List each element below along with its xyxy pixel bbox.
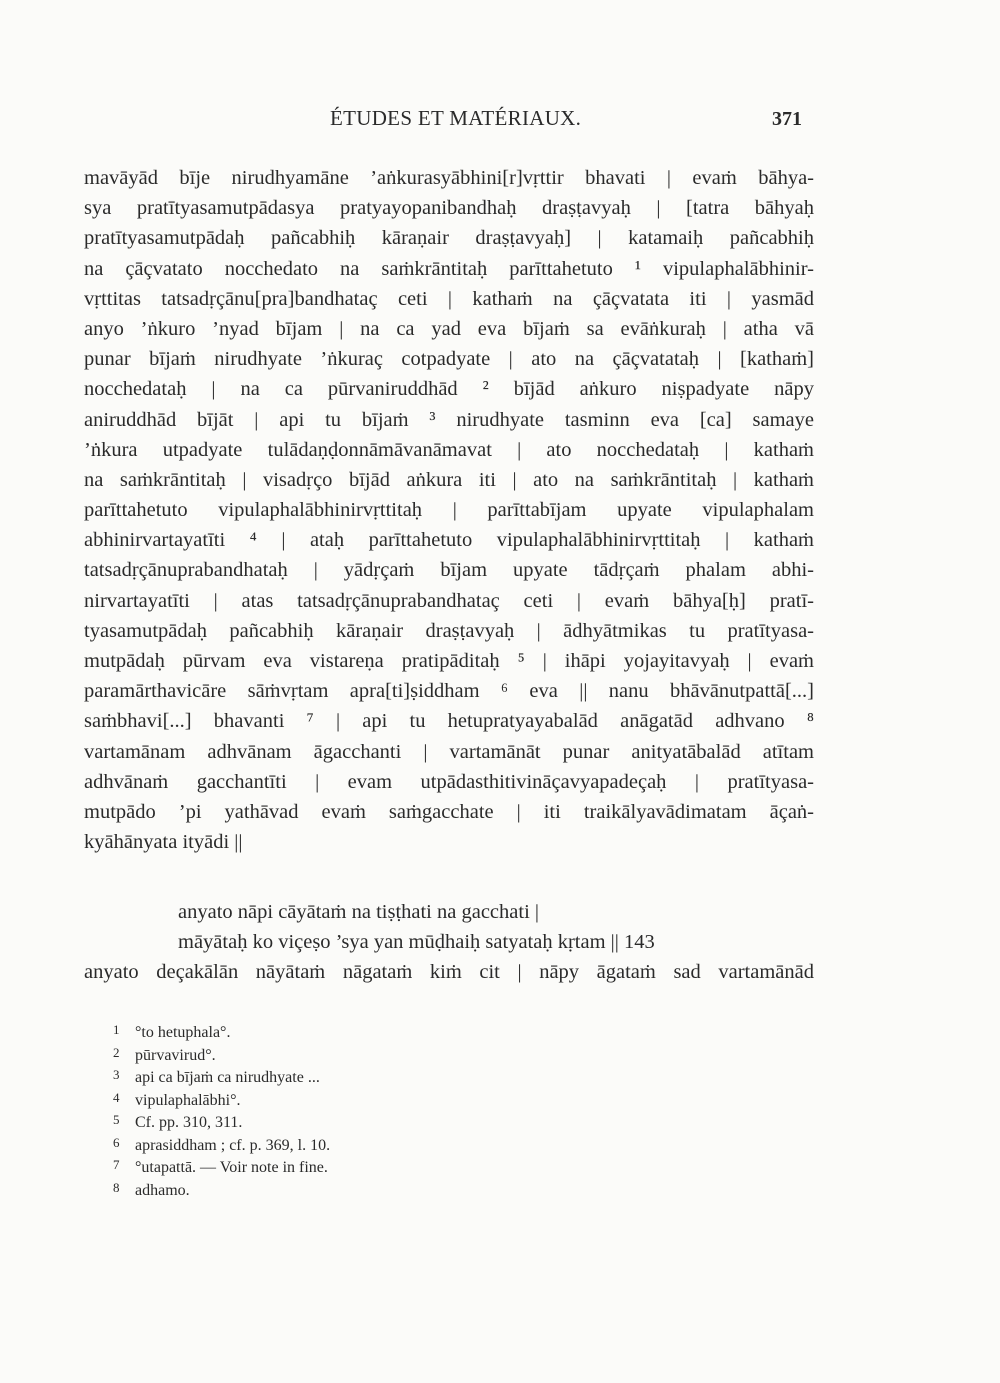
footnote <box>113 1064 513 1087</box>
text-line: nocchedataḥ | na ca pūrvaniruddhād ² bījād aṅkuro niṣpadyate nāpy <box>84 378 814 401</box>
text-line: sya pratītyasamutpādasya pratyayopanibandhaḥ draṣṭavyaḥ | [tatra bāhyaḥ <box>84 197 814 220</box>
footnote <box>113 1109 513 1132</box>
text-line: na saṁkrāntitaḥ | visadṛço bījād aṅkura iti | ato na saṁkrāntitaḥ | kathaṁ <box>84 468 814 491</box>
text-line: anyo ’ṅkuro ’nyad bījam | na ca yad eva bījaṁ sa evāṅkuraḥ | atha vā <box>84 317 814 340</box>
verse-line: anyato nāpi cāyātaṁ na tiṣṭhati na gacchati | <box>178 901 539 923</box>
footnote-text: Cf. pp. 310, 311. <box>135 1114 243 1131</box>
footnotes <box>113 1019 513 1199</box>
footnote-text: aprasiddham ; cf. p. 369, l. 10. <box>135 1136 331 1154</box>
footnote <box>113 1177 513 1200</box>
footnote-text: adhamo. <box>135 1181 190 1199</box>
footnote-number: 2 <box>113 1044 120 1060</box>
text-line: punar bījaṁ nirudhyate ’ṅkuraç cotpadyate | ato na çāçvatataḥ | [kathaṁ] <box>84 348 814 371</box>
body-text <box>84 163 814 857</box>
text-line: na çāçvatato nocchedato na saṁkrāntitaḥ parīttahetuto ¹ vipulaphalābhinir- <box>84 257 814 280</box>
text-line: mutpādaḥ pūrvam eva vistareṇa pratipāditaḥ ⁵ | ihāpi yojayitavyaḥ | evaṁ <box>84 650 814 672</box>
text-line: ’ṅkura utpadyate tulādaṇḍonnāmāvanāmavat | ato nocchedataḥ | kathaṁ <box>84 438 814 461</box>
page-number: 371 <box>772 108 802 130</box>
text-line: nirvartayatīti | atas tatsadṛçānuprabandhataç ceti | evaṁ bāhya[ḥ] pratī- <box>84 589 814 612</box>
verse-block <box>84 897 814 988</box>
running-title: ÉTUDES ET MATÉRIAUX. <box>330 106 582 130</box>
footnote <box>113 1154 513 1177</box>
footnote-text: vipulaphalābhi°. <box>135 1091 241 1109</box>
footnote-number: 7 <box>113 1157 120 1172</box>
footnote-text: °utapattā. — Voir note in fine. <box>135 1159 328 1176</box>
text-line: paramārthavicāre sāṁvṛtam apra[ti]ṣiddham ⁶ eva || nanu bhāvānutpattā[...] <box>84 680 814 703</box>
footnote-number: 6 <box>113 1134 120 1150</box>
text-line: kyāhānyata ityādi || <box>84 831 243 854</box>
text-line: tatsadṛçānuprabandhataḥ | yādṛçaṁ bījam upyate tādṛçaṁ phalam abhi- <box>84 559 814 582</box>
text-line: saṁbhavi[...] bhavanti ⁷ | api tu hetupratyayabalād anāgatād adhvano ⁸ <box>84 710 814 733</box>
text-line: parīttahetuto vipulaphalābhinirvṛttitaḥ | parīttabījam upyate vipulaphalam <box>84 499 814 522</box>
footnote-text: pūrvavirud°. <box>135 1046 216 1064</box>
text-line: abhinirvartayatīti ⁴ | ataḥ parīttahetuto vipulaphalābhinirvṛttitaḥ | kathaṁ <box>84 529 814 552</box>
verse-line: māyātaḥ ko viçeṣo ’sya yan mūḍhaiḥ satyataḥ kṛtam || 143 <box>178 931 655 954</box>
footnote-number: 5 <box>113 1112 120 1127</box>
footnote <box>113 1042 513 1065</box>
text-line: aniruddhād bījāt | api tu bījaṁ ³ nirudhyate tasminn eva [ca] samaye <box>84 408 814 431</box>
text-line: vartamānam adhvānam āgacchanti | vartamānāt punar anityatābalād atītam <box>84 740 814 763</box>
page-header <box>0 106 1000 136</box>
text-line: vṛttitas tatsadṛçānu[pra]bandhataç ceti | kathaṁ na çāçvatata iti | yasmād <box>84 287 814 310</box>
footnote-number: 1 <box>113 1022 120 1037</box>
footnote <box>113 1087 513 1110</box>
footnote-number: 4 <box>113 1089 120 1105</box>
text-line: mavāyād bīje nirudhyamāne ’aṅkurasyābhini[r]vṛttir bhavati | evaṁ bāhya- <box>84 167 814 189</box>
footnote <box>113 1132 513 1155</box>
text-line: anyato deçakālān nāyātaṁ nāgataṁ kiṁ cit | nāpy āgataṁ sad vartamānād <box>84 961 814 984</box>
text-line: adhvānaṁ gacchantīti | evam utpādasthitivināçavyapadeçaḥ | pratītyasa- <box>84 770 814 793</box>
text-line: pratītyasamutpādaḥ pañcabhiḥ kāraṇair draṣṭavyaḥ] | katamaiḥ pañcabhiḥ <box>84 227 814 250</box>
footnote <box>113 1019 513 1042</box>
text-line: tyasamutpādaḥ pañcabhiḥ kāraṇair draṣṭavyaḥ | ādhyātmikas tu pratītyasa- <box>84 619 814 642</box>
text-line: mutpādo ’pi yathāvad evaṁ saṁgacchate | iti traikālyavādimatam āçaṅ- <box>84 800 814 823</box>
footnote-text: °to hetuphala°. <box>135 1024 231 1041</box>
footnote-text: api ca bījaṁ ca nirudhyate ... <box>135 1069 320 1086</box>
footnote-number: 8 <box>113 1179 120 1195</box>
footnote-number: 3 <box>113 1067 120 1082</box>
